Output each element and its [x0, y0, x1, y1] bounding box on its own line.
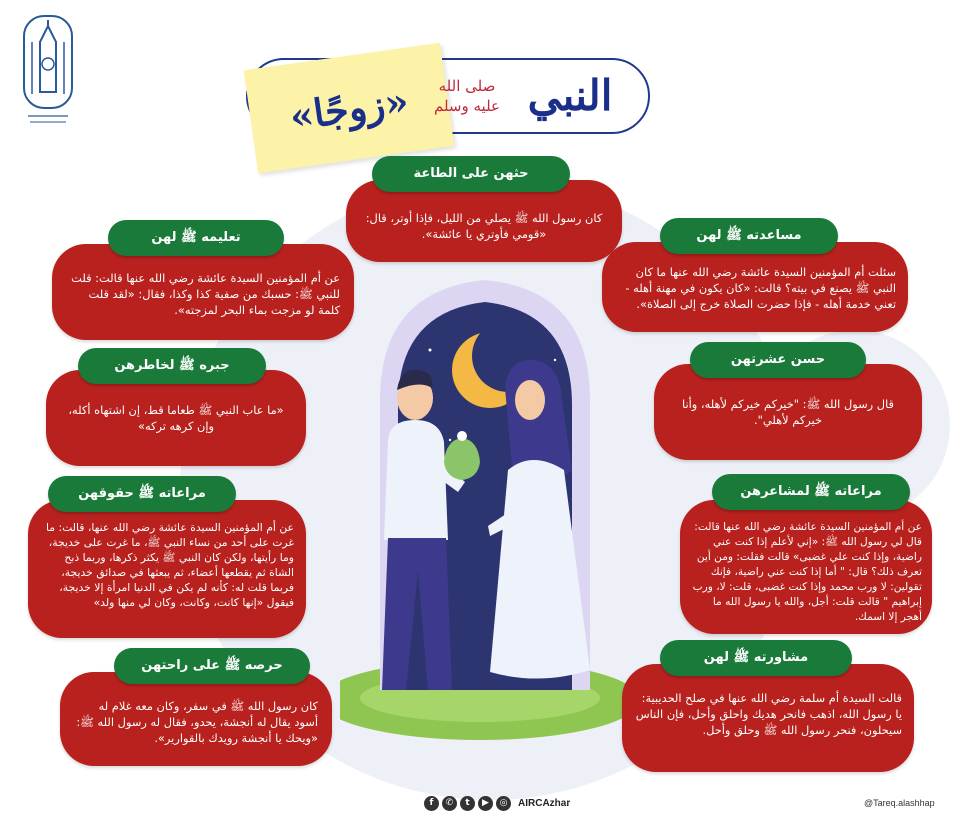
card-consoling-body: «ما عاب النبي ﷺ طعاما قط، إن اشتهاه أكله، وإن كرهه تركه» — [68, 403, 284, 433]
card-feelings-body: عن أم المؤمنين السيدة عائشة رضي الله عنها قالت: قال لي رسول الله ﷺ: «إني لأعلم إذا كنت عني راضية، وإذا كنت علي غضبى» قالت فقلت: ومن أين تعرف ذلك؟ قال: " أما إذا كنت عني راضية، فإنك تقولين: لا ورب محمد وإذا كنت غضبى، قلت: لا، ورب إبراهيم " قالت قلت: أجل، والله يا رسول الله ما أهجر إلا اسمك. — [692, 521, 922, 623]
title-sticky-text: «زوجًا» — [286, 77, 412, 139]
social-footer — [424, 794, 570, 812]
card-rights-body: عن أم المؤمنين السيدة عائشة رضي الله عنها، قالت: ما غرت على أحد من نساء النبي ﷺ، ما غرت على خديجة، وما رأيتها، ولكن كان النبي ﷺ يكثر ذكرها، وربما ذبح الشاة ثم يقطعها أعضاء، ثم يبعثها في صدائق خديجة، فربما قلت له: كأنه لم يكن في الدنيا امرأة إلا خديجة، فيقول «إنها كانت، وكانت، وكان لي منها ولد» — [45, 521, 294, 609]
card-comfort-body: كان رسول الله ﷺ في سفر، وكان معه غلام له أسود يقال له أنجشة، يحدو، فقال له رسول الله ﷺ: «ويحك يا أنجشة رويدك بالقوارير». — [76, 699, 318, 745]
card-companionship — [654, 364, 922, 460]
card-feelings — [680, 500, 932, 634]
card-rights-heading: مراعاته ﷺ حقوقهن — [48, 476, 236, 512]
facebook-icon[interactable]: f — [424, 796, 439, 811]
card-consoling — [46, 370, 306, 466]
designer-credit: @Tareq.alashhap — [864, 798, 935, 808]
couple-illustration — [340, 270, 630, 750]
card-obedience-body: كان رسول الله ﷺ يصلي من الليل، فإذا أوتر، قال: «قومي فأوتري يا عائشة». — [365, 211, 603, 241]
whatsapp-icon[interactable]: ✆ — [442, 796, 457, 811]
card-teaching-heading: تعليمه ﷺ لهن — [108, 220, 284, 256]
card-companionship-body: قال رسول الله ﷺ: "خيركم خيركم لأهله، وأنا خيركم لأهلي". — [682, 397, 894, 427]
card-companionship-heading: حسن عشرتهن — [690, 342, 866, 378]
card-help-heading: مساعدته ﷺ لهن — [660, 218, 838, 254]
youtube-icon[interactable]: ▶ — [478, 796, 493, 811]
card-feelings-heading: مراعاته ﷺ لمشاعرهن — [712, 474, 910, 510]
card-teaching-body: عن أم المؤمنين السيدة عائشة رضي الله عنها قالت: قلت للنبي ﷺ: حسبك من صفية كذا وكذا، فقال: «لقد قلت كلمة لو مزجت بماء البحر لمزجته». — [71, 271, 340, 317]
page-title: النبي — [527, 71, 613, 120]
title-salutation: صلى الله عليه وسلم — [433, 77, 500, 115]
card-teaching — [52, 244, 354, 340]
card-obedience-heading: حثهن على الطاعة — [372, 156, 570, 192]
card-consultation-body: قالت السيدة أم سلمة رضي الله عنها في صلح الحديبية: يا رسول الله، اذهب فانحر هديك واحلق وأحل، فإن الناس سيحلون، فنحر رسول الله ﷺ وحلق وأحل. — [635, 691, 902, 737]
twitter-icon[interactable]: t — [460, 796, 475, 811]
card-rights — [28, 500, 306, 638]
card-help — [602, 242, 908, 332]
card-comfort-heading: حرصه ﷺ على راحتهن — [114, 648, 310, 684]
card-consultation-heading: مشاورته ﷺ لهن — [660, 640, 852, 676]
card-consoling-heading: جبره ﷺ لخاطرهن — [78, 348, 266, 384]
card-comfort — [60, 672, 332, 766]
card-consultation — [622, 664, 914, 772]
card-obedience — [346, 180, 622, 262]
al-azhar-logo — [18, 12, 78, 130]
instagram-icon[interactable]: ◎ — [496, 796, 511, 811]
card-help-body: سئلت أم المؤمنين السيدة عائشة رضي الله عنها ما كان النبي ﷺ يصنع في بيته؟ قالت: «كان يكون في مهنة أهله - تعني خدمة أهله - فإذا حضرت الصلاة خرج إلى الصلاة». — [625, 265, 896, 311]
social-handle[interactable]: AIRCAzhar — [518, 797, 571, 809]
